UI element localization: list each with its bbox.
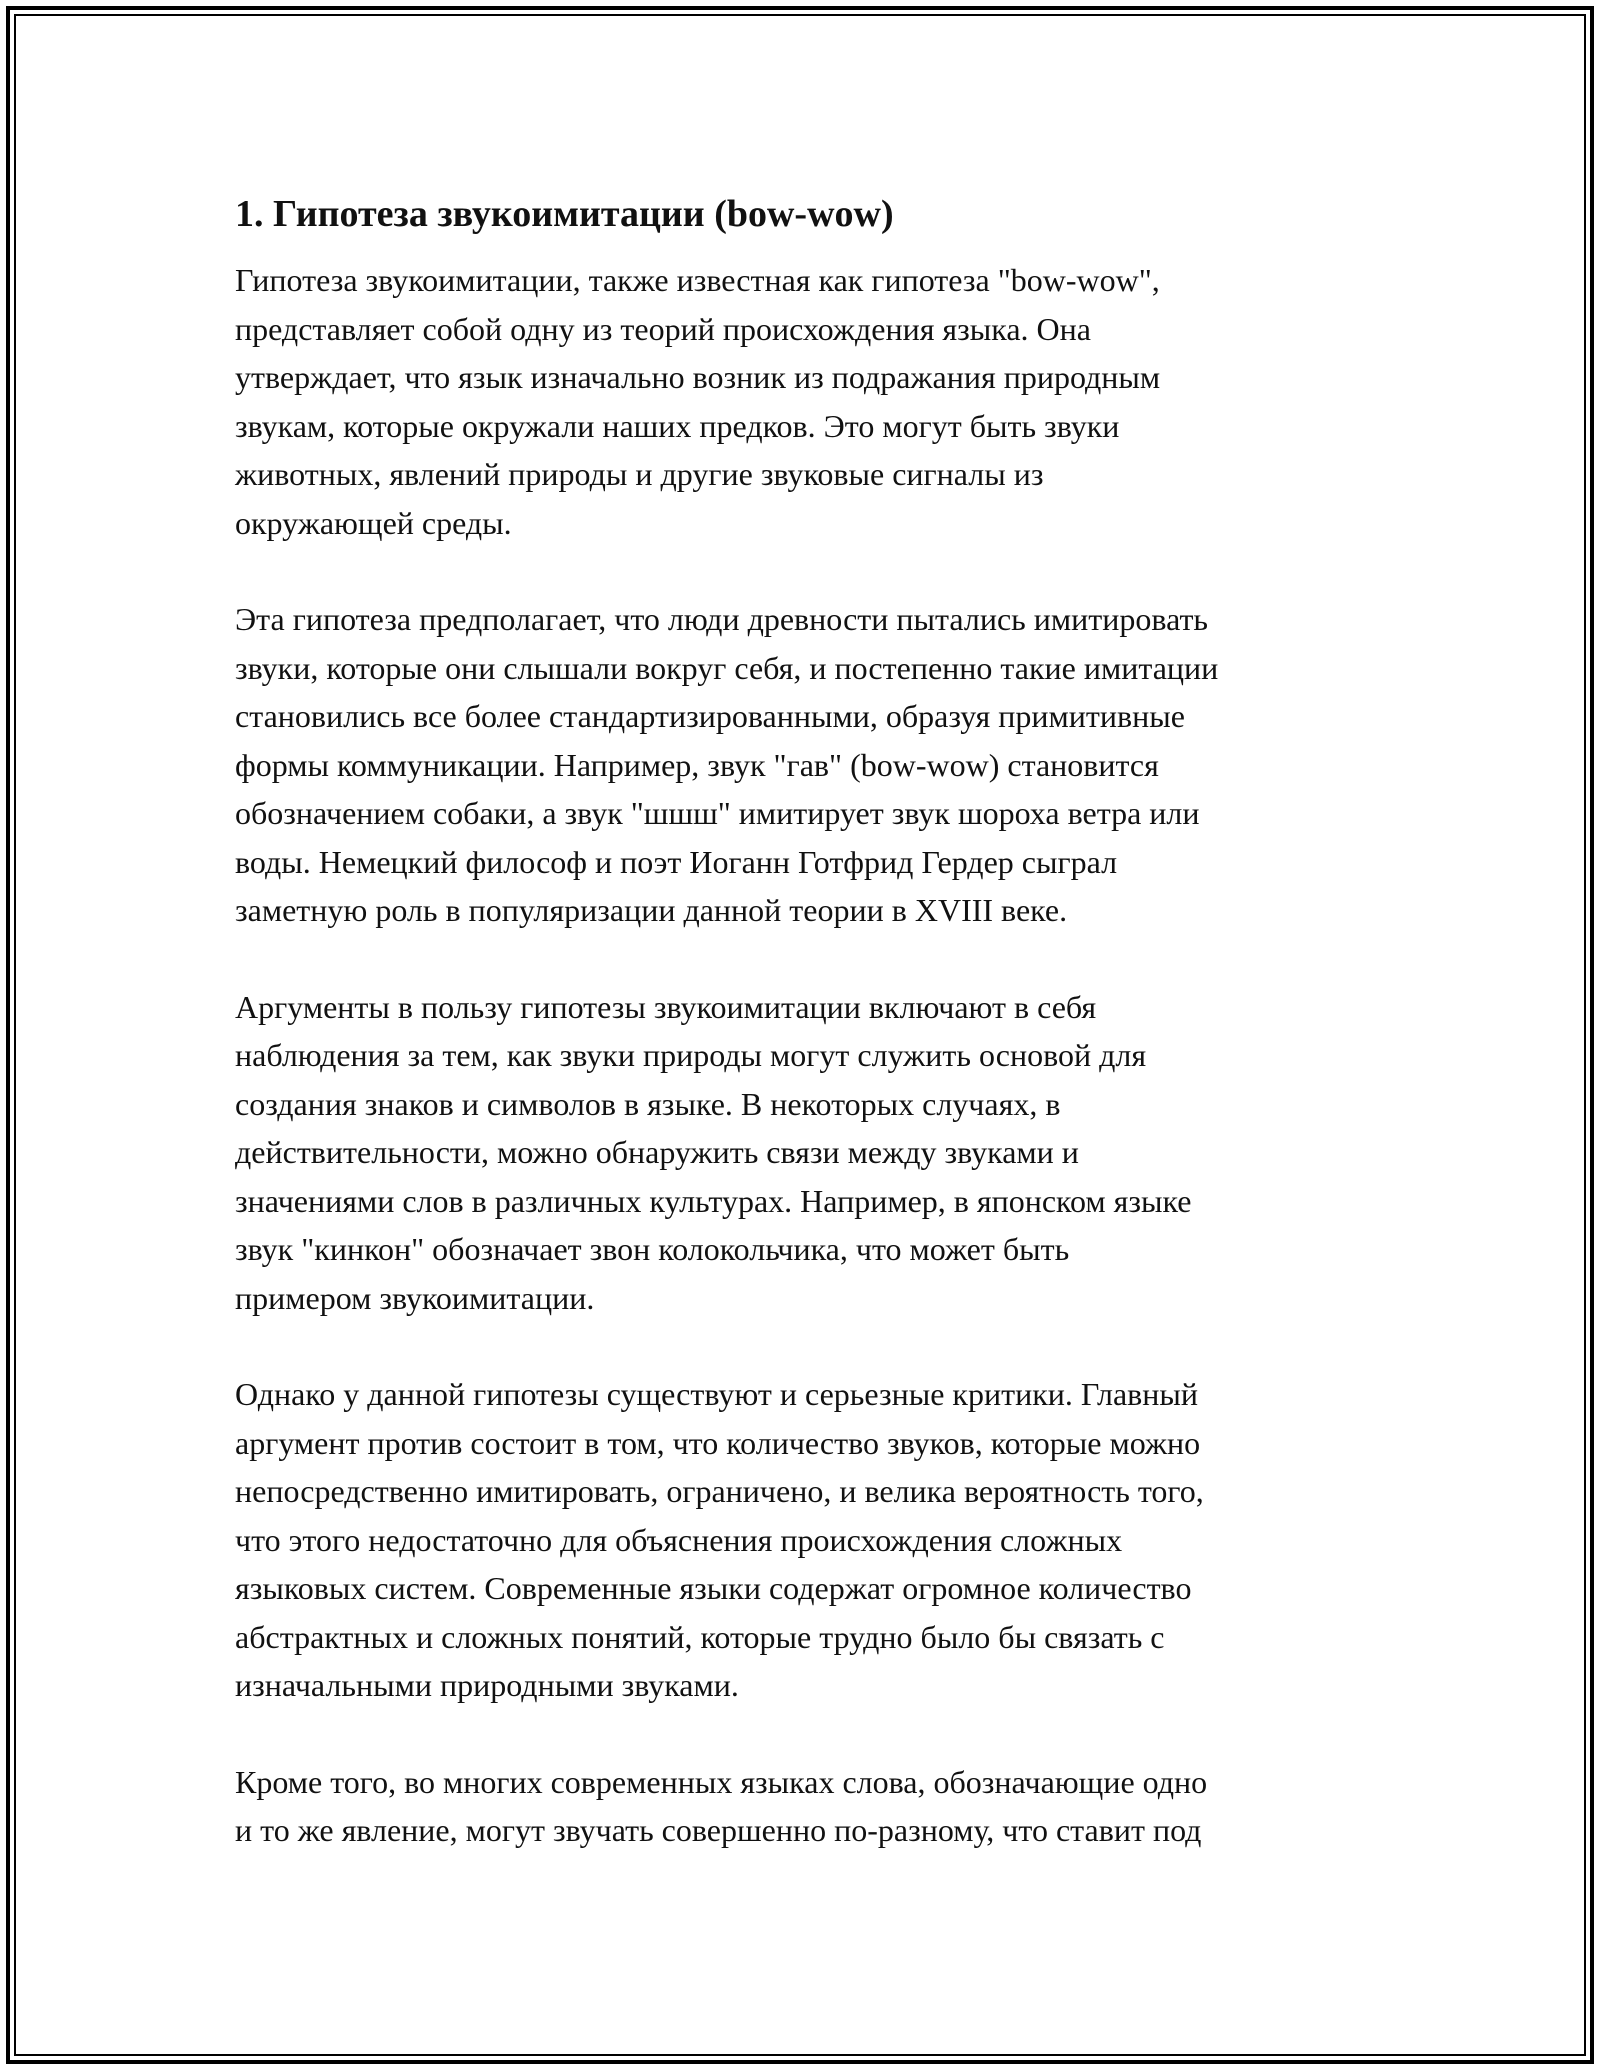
paragraph-3: Аргументы в пользу гипотезы звукоимитации включают в себя наблюдения за тем, как звуки природы могут служить основой для создания знаков и символов в языке. В некоторых случаях, в действительности, можно обнаружить связи между звуками и значениями слов в различных культурах. Например, в японском языке звук "кинкон" обозначает звон колокольчика, что может быть примером звукоимитации.	[235, 988, 1192, 1316]
paragraph-1: Гипотеза звукоимитации, также известная как гипотеза "bow-wow", представляет собой одну из теорий происхождения языка. Она утверждает, что язык изначально возник из подражания природным звукам, которые окружали наших предков. Это могут быть звуки животных, явлений природы и другие звуковые сигналы из окружающей среды.	[235, 262, 1161, 541]
paragraph-4: Однако у данной гипотезы существуют и серьезные критики. Главный аргумент против состоит в том, что количество звуков, которые можно непосредственно имитировать, ограничено, и велика вероятность того, что этого недостаточно для объяснения происхождения сложных языковых систем. Современные языки содержат огромное количество абстрактных и сложных понятий, которые трудно было бы связать с изначальными природными звуками.	[235, 1376, 1204, 1703]
section-heading: 1. Гипотеза звукоимитации (bow-wow)	[235, 193, 894, 235]
paragraph-5: Кроме того, во многих современных языках слова, обозначающие одно и то же явление, могут звучать совершенно по-разному, что ставит под	[235, 1763, 1208, 1848]
heading-spacer	[235, 240, 1385, 256]
document-body	[235, 188, 1385, 1855]
paragraph-2: Эта гипотеза предполагает, что люди древности пытались имитировать звуки, которые они слышали вокруг себя, и постепенно такие имитации становились все более стандартизированными, образуя примитивные формы коммуникации. Например, звук "гав" (bow-wow) становится обозначением собаки, а звук "шшш" имитирует звук шороха ветра или воды. Немецкий философ и поэт Иоганн Готфрид Гердер сыграл заметную роль в популяризации данной теории в XVIII веке.	[235, 601, 1219, 928]
